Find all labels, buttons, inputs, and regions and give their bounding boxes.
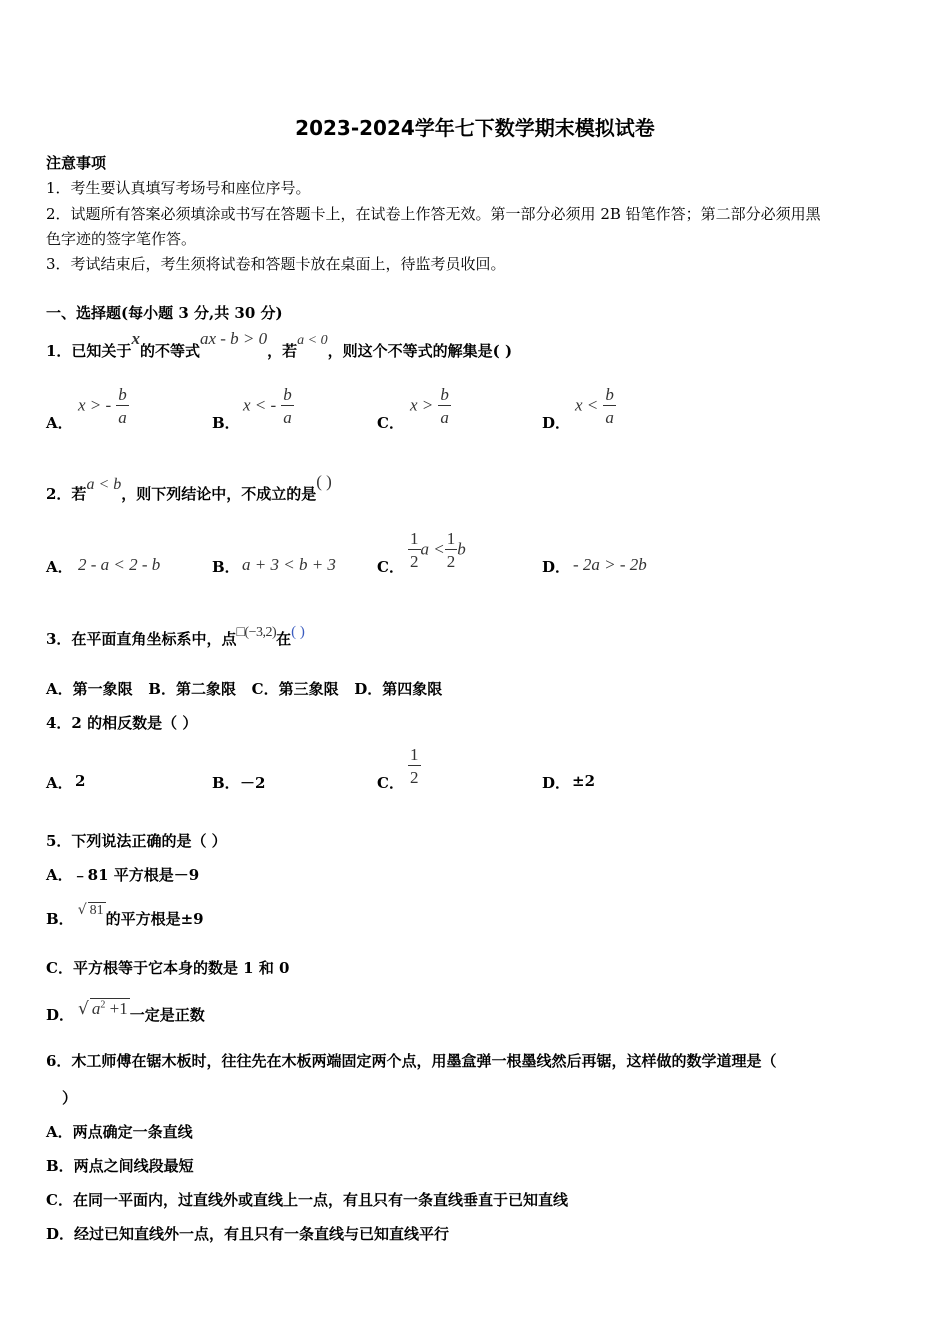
frac-num: b	[605, 385, 614, 404]
math-fraction	[116, 386, 129, 426]
notice-item: 2．试题所有答案必须填涂或书写在答题卡上，在试卷上作答无效。第一部分必须用 2B 铅笔作答；第二部分必须用黑	[46, 205, 821, 223]
q1-option-c[interactable]	[377, 385, 449, 432]
point-symbol: □(−3,2)	[236, 625, 277, 640]
math-lhs: x >	[410, 395, 434, 415]
q1-option-a[interactable]	[46, 385, 127, 432]
radicand-rest: +1	[105, 999, 128, 1018]
math-var: a <	[420, 539, 445, 559]
answer-blank: ( )	[316, 472, 332, 491]
question-text: 的不等式	[139, 342, 200, 360]
frac-den: 2	[410, 552, 419, 571]
option-label: B．	[46, 910, 74, 928]
q4-option-d[interactable]: ±2	[572, 772, 596, 790]
question-text: 1．已知关于	[46, 342, 132, 360]
question-1-stem	[46, 329, 513, 361]
frac-num: 1	[410, 529, 419, 548]
question-6-stem-cont: ）	[62, 1089, 78, 1107]
q5-option-b[interactable]	[46, 902, 204, 929]
math-condition: a < b	[86, 476, 122, 493]
q5-option-d[interactable]	[46, 999, 205, 1025]
question-6-stem: 6．木工师傅在锯木板时，往往先在木板两端固定两个点，用墨盒弹一根墨线然后再锯，这样做的数学道理是（	[46, 1052, 777, 1070]
question-2-stem	[46, 472, 332, 504]
frac-den: a	[605, 408, 614, 427]
q2-option-c[interactable]	[408, 530, 466, 570]
frac-den: 2	[446, 552, 456, 571]
math-fraction	[438, 386, 451, 426]
q6-option-d[interactable]: D．经过已知直线外一点，有且只有一条直线与已知直线平行	[46, 1225, 450, 1243]
math-lhs: x <	[575, 395, 599, 415]
question-text: ，则这个不等式的解集是( )	[327, 342, 513, 360]
radicand: 81	[89, 903, 104, 918]
frac-den: 2	[410, 768, 419, 787]
q6-option-b[interactable]: B．两点之间线段最短	[46, 1157, 194, 1175]
q4-option-c-label: C．	[377, 774, 404, 792]
radicand-exponent: 2	[100, 999, 106, 1011]
question-4-stem: 4．2 的相反数是（ ）	[46, 714, 198, 732]
math-fraction	[281, 386, 294, 426]
math-fraction	[408, 746, 421, 786]
sqrt-expression: √ $a^2 +1$	[78, 999, 128, 1019]
point-coords: (−3,2)	[244, 625, 277, 640]
q4-option-a-label: A．	[46, 774, 73, 792]
q4-option-b-label: B．	[212, 774, 240, 792]
notice-item: 1．考生要认真填写考场号和座位序号。	[46, 179, 311, 197]
math-lhs: x < -	[243, 395, 277, 415]
option-label: B．	[212, 414, 240, 432]
q2-option-b-label: B．	[212, 558, 240, 576]
q2-option-d[interactable]: - 2a > - 2b	[573, 555, 647, 574]
math-lhs: x > -	[78, 395, 112, 415]
section-heading: 一、选择题(每小题 3 分,共 30 分)	[46, 304, 283, 322]
question-text: 2．若	[46, 485, 87, 503]
option-label: A．	[46, 414, 73, 432]
option-label: C．	[377, 414, 404, 432]
frac-num: 1	[446, 529, 456, 548]
q2-option-c-label: C．	[377, 558, 404, 576]
page-title: 2023-2024学年七下数学期末模拟试卷	[295, 116, 655, 140]
radicand-base: a	[91, 999, 101, 1018]
q6-option-c[interactable]: C．在同一平面内，过直线外或直线上一点，有且只有一条直线垂直于已知直线	[46, 1191, 568, 1209]
math-fraction	[603, 386, 616, 426]
math-var: x	[131, 329, 140, 348]
option-text: 的平方根是±9	[105, 910, 204, 928]
q4-option-a[interactable]: 2	[75, 772, 86, 790]
option-label: D．	[46, 1006, 75, 1024]
frac-num: b	[283, 385, 292, 404]
frac-den: a	[118, 408, 127, 427]
question-text: 3．在平面直角坐标系中，点	[46, 630, 237, 648]
sqrt-expression: √ 81	[77, 902, 104, 918]
math-fraction	[445, 530, 458, 570]
q5-option-c[interactable]: C．平方根等于它本身的数是 1 和 0	[46, 959, 290, 977]
notice-heading: 注意事项	[46, 154, 107, 172]
option-label: D．	[542, 414, 571, 432]
q2-option-d-label: D．	[542, 558, 571, 576]
q6-option-a[interactable]: A．两点确定一条直线	[46, 1123, 193, 1141]
frac-num: b	[118, 385, 127, 404]
q4-option-b[interactable]: －2	[240, 774, 266, 792]
math-fraction	[408, 530, 421, 570]
q1-option-b[interactable]	[212, 385, 292, 432]
question-3-stem	[46, 624, 305, 649]
q2-option-b[interactable]: a + 3 < b + 3	[242, 555, 336, 574]
q2-option-a[interactable]: 2 - a < 2 - b	[78, 555, 161, 574]
q4-option-d-label: D．	[542, 774, 571, 792]
option-text: 一定是正数	[129, 1006, 205, 1024]
question-text: ，则下列结论中，不成立的是	[121, 485, 317, 503]
frac-num: 1	[410, 745, 419, 764]
q1-option-d[interactable]	[542, 385, 614, 432]
q2-option-a-label: A．	[46, 558, 73, 576]
frac-den: a	[440, 408, 449, 427]
q5-option-a[interactable]: A．﹣81 平方根是－9	[46, 866, 200, 884]
answer-blank: ( )	[291, 624, 305, 640]
math-inequality: ax - b > 0	[199, 329, 268, 348]
math-var: b	[457, 539, 466, 559]
math-condition: a < 0	[297, 333, 328, 348]
frac-den: a	[283, 408, 292, 427]
q3-options[interactable]: A．第一象限 B．第二象限 C．第三象限 D．第四象限	[46, 680, 443, 698]
question-text: 在	[276, 630, 292, 648]
question-5-stem: 5．下列说法正确的是（ ）	[46, 832, 227, 850]
notice-item: 色字迹的签字笔作答。	[46, 230, 197, 248]
question-text: ，若	[267, 342, 298, 360]
q4-option-c[interactable]	[408, 746, 421, 786]
notice-item: 3．考试结束后，考生须将试卷和答题卡放在桌面上，待监考员收回。	[46, 255, 506, 273]
frac-num: b	[440, 385, 449, 404]
